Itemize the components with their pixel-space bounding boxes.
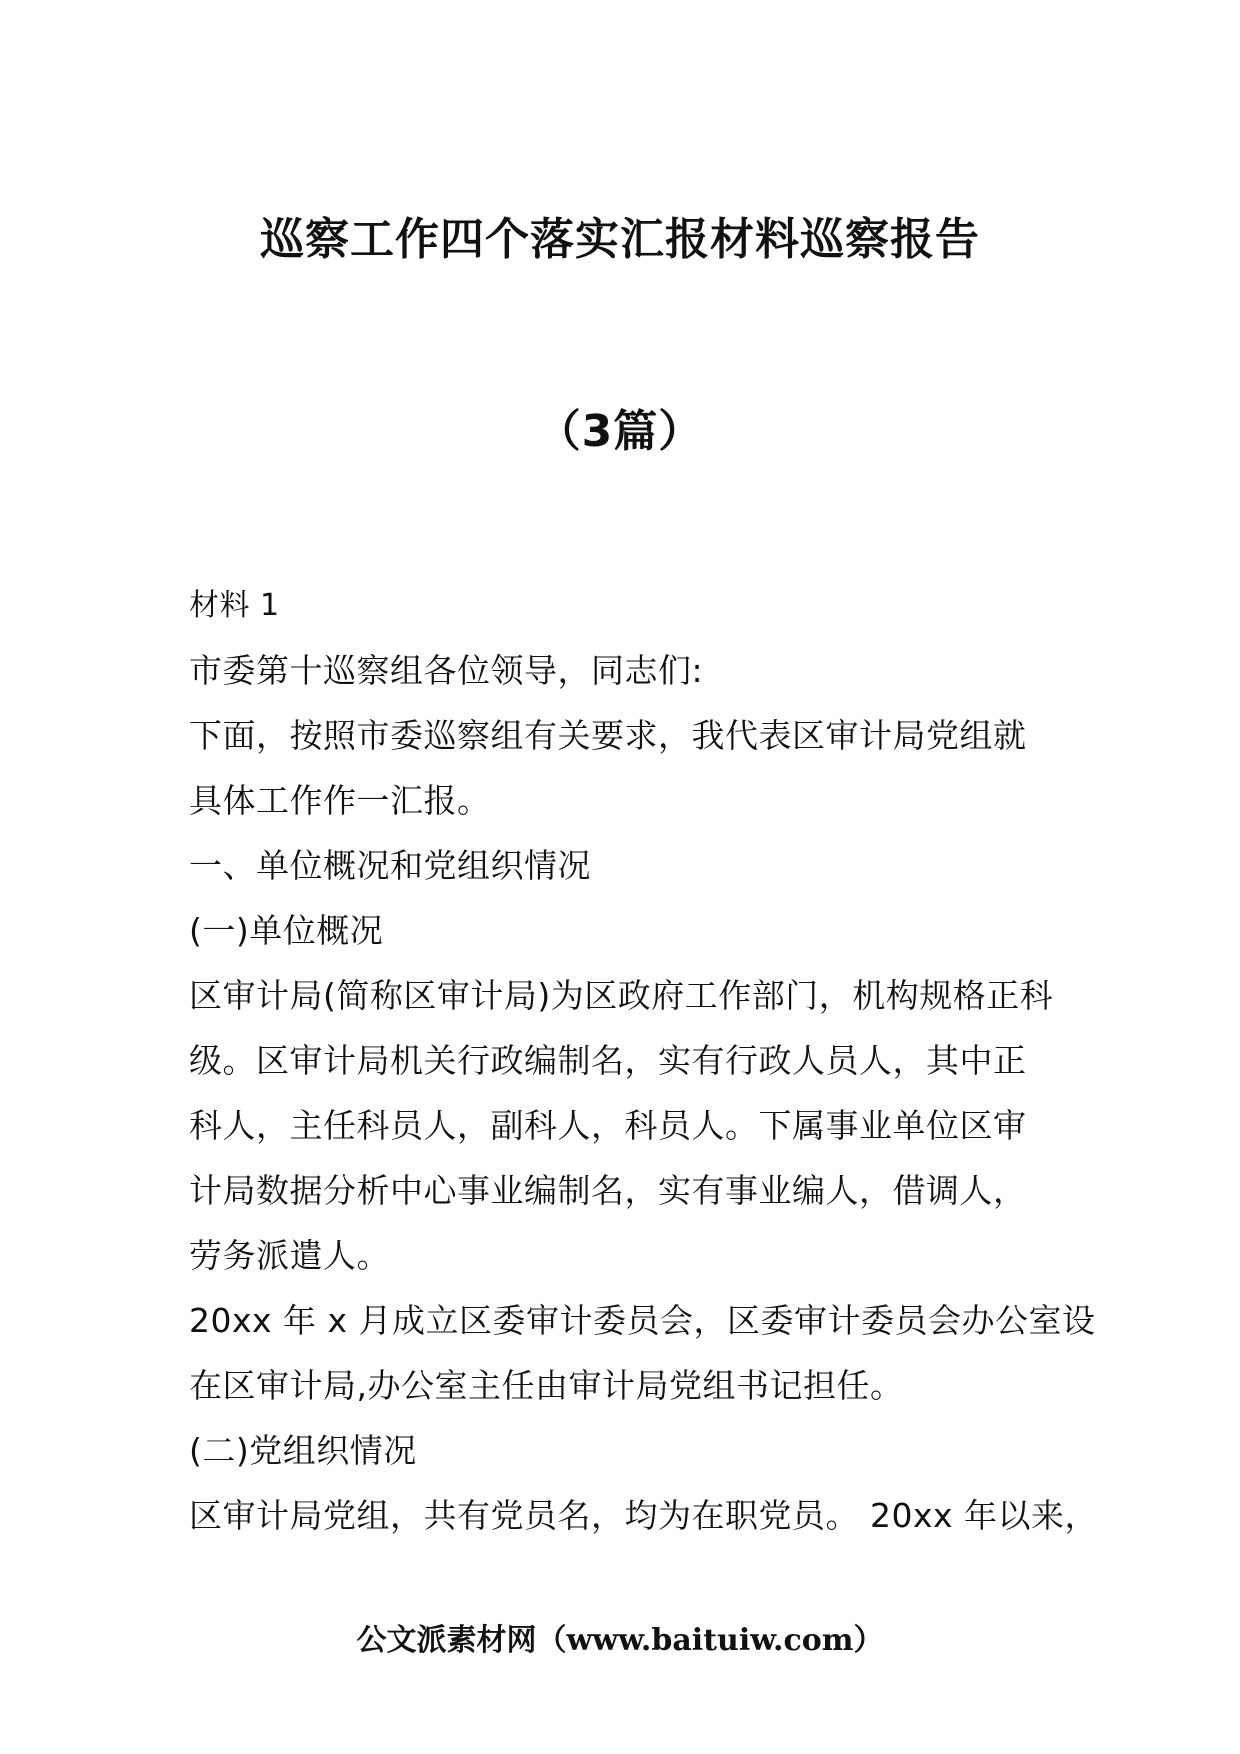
body-line: 具体工作作一汇报。 [189, 781, 491, 820]
body-line: 计局数据分析中心事业编制名，实有事业编人，借调人， [189, 1171, 1027, 1210]
material-label: 材料 1 [189, 588, 280, 623]
footer-source: 公文派素材网（www.baituiw.com） [356, 1623, 884, 1658]
body-line: 在区审计局,办公室主任由审计局党组书记担任。 [189, 1366, 904, 1405]
body-line: 区审计局党组，共有党员名，均为在职党员。 20xx 年以来， [189, 1496, 1099, 1535]
salutation: 市委第十巡察组各位领导，同志们: [189, 651, 704, 690]
subsection-heading: (一)单位概况 [189, 911, 384, 950]
body-line: 20xx 年 x 月成立区委审计委员会，区委审计委员会办公室设 [189, 1301, 1096, 1340]
section-heading: 一、单位概况和党组织情况 [189, 846, 591, 885]
body-line: 劳务派遣人。 [189, 1236, 390, 1275]
body-line: 下面，按照市委巡察组有关要求，我代表区审计局党组就 [189, 716, 1027, 755]
body-line: 区审计局(简称区审计局)为区政府工作部门，机构规格正科 [189, 976, 1054, 1015]
document-subtitle: （3篇） [536, 406, 704, 457]
body-line: 科人，主任科员人，副科人，科员人。下属事业单位区审 [189, 1106, 1027, 1145]
body-line: 级。区审计局机关行政编制名，实有行政人员人，其中正 [189, 1041, 1027, 1080]
subsection-heading: (二)党组织情况 [189, 1431, 417, 1470]
document-body [189, 573, 1099, 1548]
document-title: 巡察工作四个落实汇报材料巡察报告 [260, 214, 980, 265]
